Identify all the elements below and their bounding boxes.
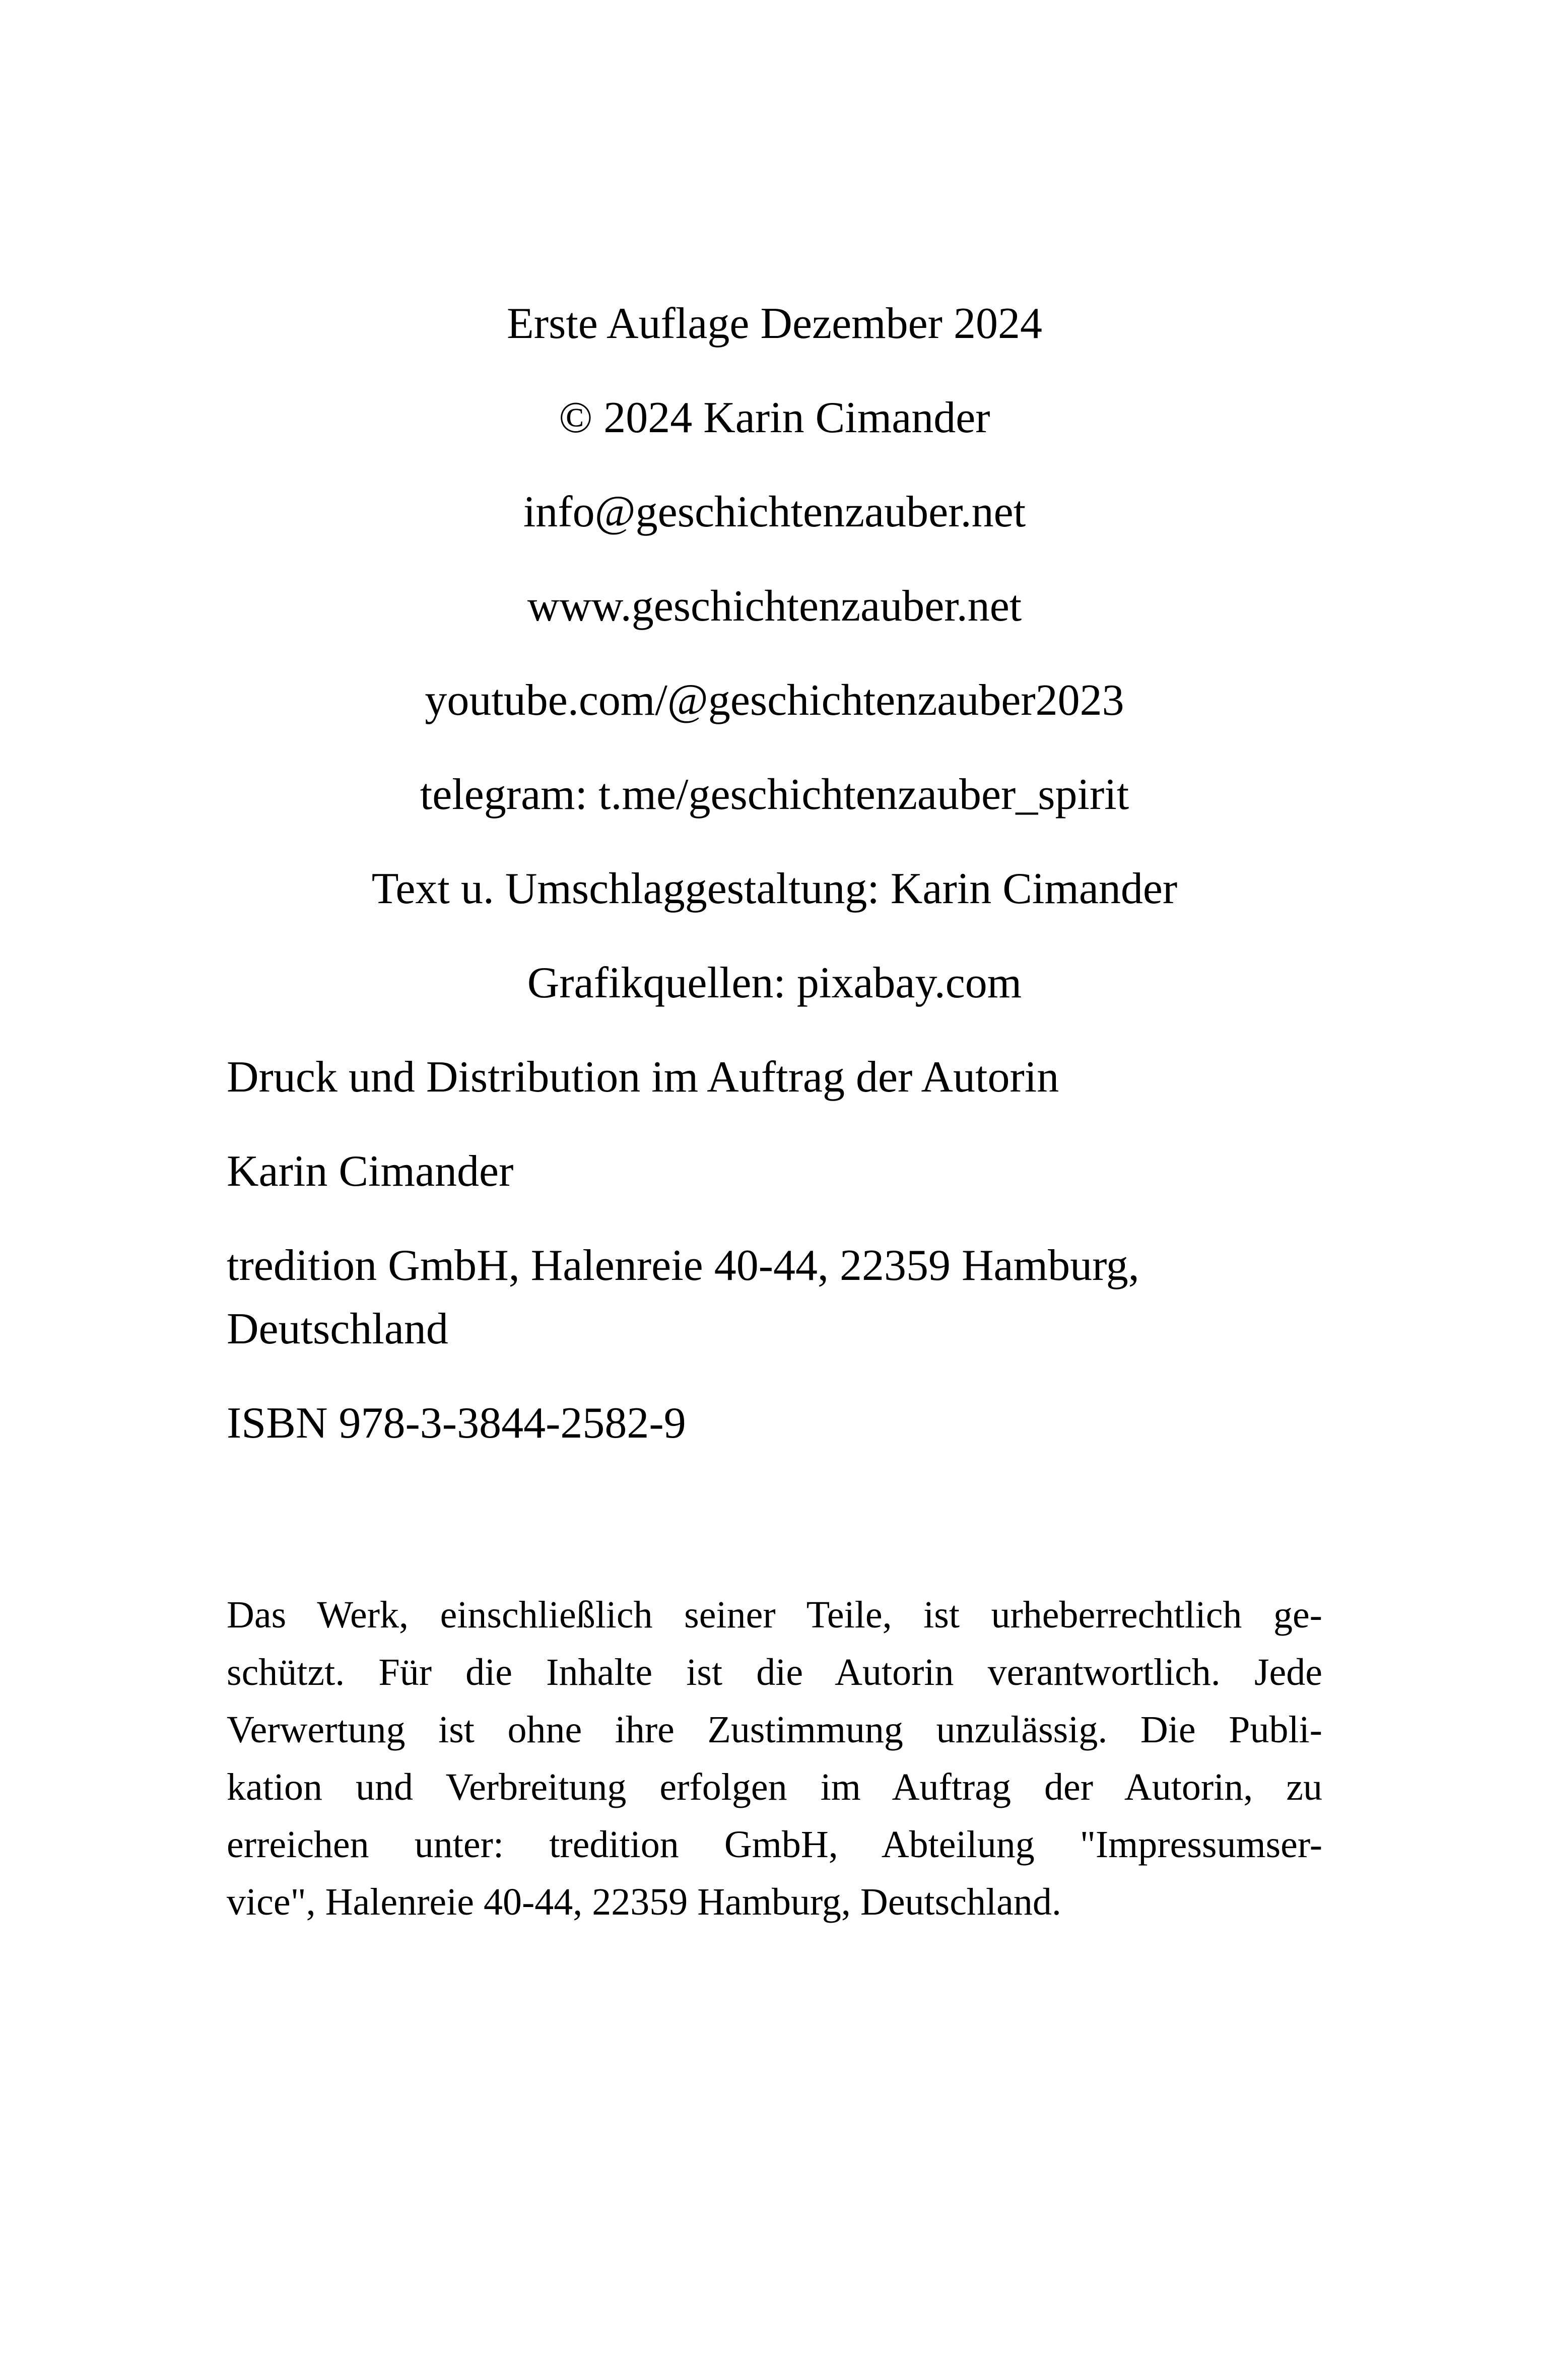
telegram-line: telegram: t.me/geschichtenzauber_spirit [420,770,1129,819]
imprint-publisher-block [227,1046,1322,1455]
website-line: www.geschichtenzauber.net [527,582,1022,631]
design-credit-line: Text u. Umschlaggestaltung: Karin Cimander [371,864,1178,913]
print-distribution-line: Druck und Distribution im Auftrag der Autorin [227,1053,1059,1102]
legal-line: schützt. Für die Inhalte ist die Autorin verantwortlich. Jede [227,1651,1322,1693]
legal-line: kation und Verbreitung erfolgen im Auftrag der Autorin, zu [227,1766,1322,1808]
isbn-line: ISBN 978-3-3844-2582-9 [227,1399,686,1448]
legal-line: Verwertung ist ohne ihre Zustimmung unzulässig. Die Publi- [227,1709,1322,1751]
legal-paragraph [227,1586,1322,1931]
youtube-line: youtube.com/@geschichtenzauber2023 [425,676,1124,725]
legal-line: Das Werk, einschließlich seiner Teile, ist urheberrechtlich ge- [227,1594,1322,1636]
publisher-address-line: tredition GmbH, Halenreie 40-44, 22359 Hamburg, Deutschland [227,1241,1151,1353]
copyright-line: © 2024 Karin Cimander [559,393,990,442]
legal-line: erreichen unter: tredition GmbH, Abteilung "Impressumser- [227,1823,1322,1866]
author-name-line: Karin Cimander [227,1147,514,1196]
email-line: info@geschichtenzauber.net [523,488,1026,536]
legal-line: vice", Halenreie 40-44, 22359 Hamburg, Deutschland. [227,1881,1061,1923]
edition-line: Erste Auflage Dezember 2024 [507,299,1042,348]
imprint-centered-block [227,292,1322,1015]
graphics-credit-line: Grafikquellen: pixabay.com [527,959,1022,1007]
